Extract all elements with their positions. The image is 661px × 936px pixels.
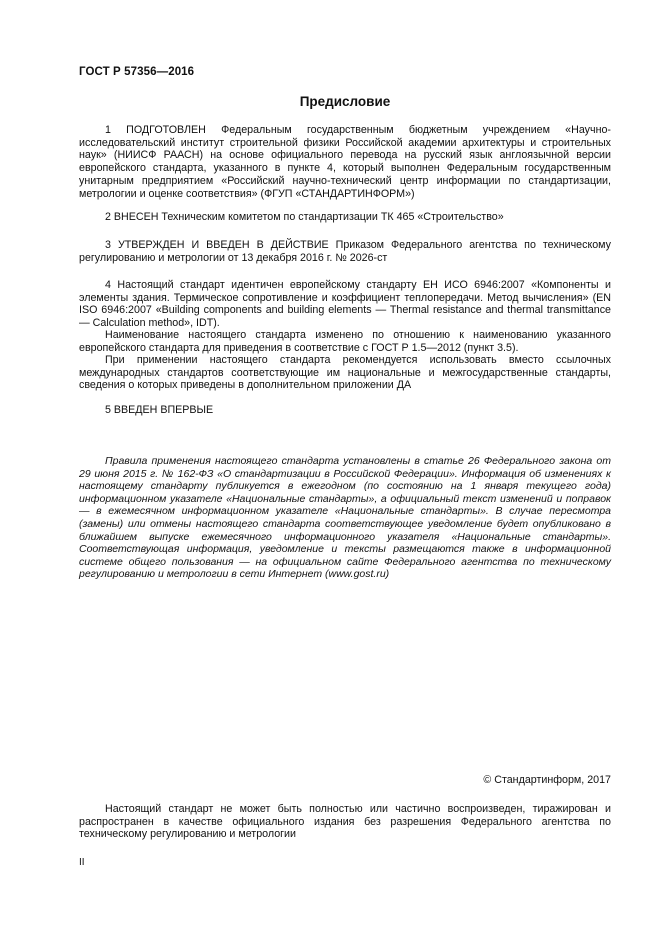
document-code: ГОСТ Р 57356—2016 bbox=[79, 66, 195, 78]
page-number: II bbox=[79, 857, 85, 868]
paragraph-introduced: 2 ВНЕСЕН Техническим комитетом по стандартизации ТК 465 «Строительство» bbox=[105, 211, 504, 223]
reproduction-notice: Настоящий стандарт не может быть полностью или частично воспроизведен, тиражирован и распространен в качестве официального издания без разрешения Федерального агентства по техническому регулированию и метрологии bbox=[79, 803, 611, 841]
paragraph-first-introduced: 5 ВВЕДЕН ВПЕРВЫЕ bbox=[105, 404, 214, 416]
copyright: © Стандартинформ, 2017 bbox=[483, 774, 611, 786]
paragraph-identical: 4 Настоящий стандарт идентичен европейскому стандарту ЕН ИСО 6946:2007 «Компоненты и элементы здания. Термическое сопротивление и коэффициент теплопередачи. Метод вычисления» (EN ISO 6946:2007 «Building components and building elements — Thermal resistance and thermal transmittance — Calculation method», IDT). bbox=[79, 279, 611, 330]
paragraph-approved: 3 УТВЕРЖДЕН И ВВЕДЕН В ДЕЙСТВИЕ Приказом Федерального агентства по техническому регулированию и метрологии от 13 декабря 2016 г. № 2026-ст bbox=[79, 239, 611, 264]
paragraph-name-changed: Наименование настоящего стандарта изменено по отношению к наименованию указанного европейского стандарта для приведения в соответствие с ГОСТ Р 1.5—2012 (пункт 3.5). bbox=[79, 329, 611, 354]
application-rules-note: Правила применения настоящего стандарта установлены в статье 26 Федерального закона от 29 июня 2015 г. № 162-ФЗ «О стандартизации в Российской Федерации». Информация об изменениях к настоящему стандарту публикуется в ежегодном (по состоянию на 1 января текущего года) информационном указателе «Национальные стандарты», а официальный текст изменений и поправок — в ежемесячном информационном указателе «Национальные стандарты». В случае пересмотра (замены) или отмены настоящего стандарта соответствующее уведомление будет опубликовано в ближайшем выпуске ежемесячного информационного указателя «Национальные стандарты». Соответствующая информация, уведомление и тексты размещаются также в информационной системе общего пользования — на официальном сайте Федерального агентства по техническому регулированию и метрологии в сети Интернет (www.gost.ru) bbox=[79, 455, 611, 581]
page-title: Предисловие bbox=[299, 94, 391, 109]
paragraph-prepared: 1 ПОДГОТОВЛЕН Федеральным государственным бюджетным учреждением «Научно-исследовательский институт строительной физики Российской академии архитектуры и строительных наук» (НИИСФ РААСН) на основе официального перевода на русский язык англоязычной версии европейского стандарта, указанного в пункте 4, который выполнен Федеральным государственным унитарным предприятием «Российский научно-технический центр информации по стандартизации, метрологии и оценке соответствия» (ФГУП «СТАНДАРТИНФОРМ») bbox=[79, 124, 611, 200]
paragraph-references: При применении настоящего стандарта рекомендуется использовать вместо ссылочных международных стандартов соответствующие им национальные и межгосударственные стандарты, сведения о которых приведены в дополнительном приложении ДА bbox=[79, 354, 611, 392]
